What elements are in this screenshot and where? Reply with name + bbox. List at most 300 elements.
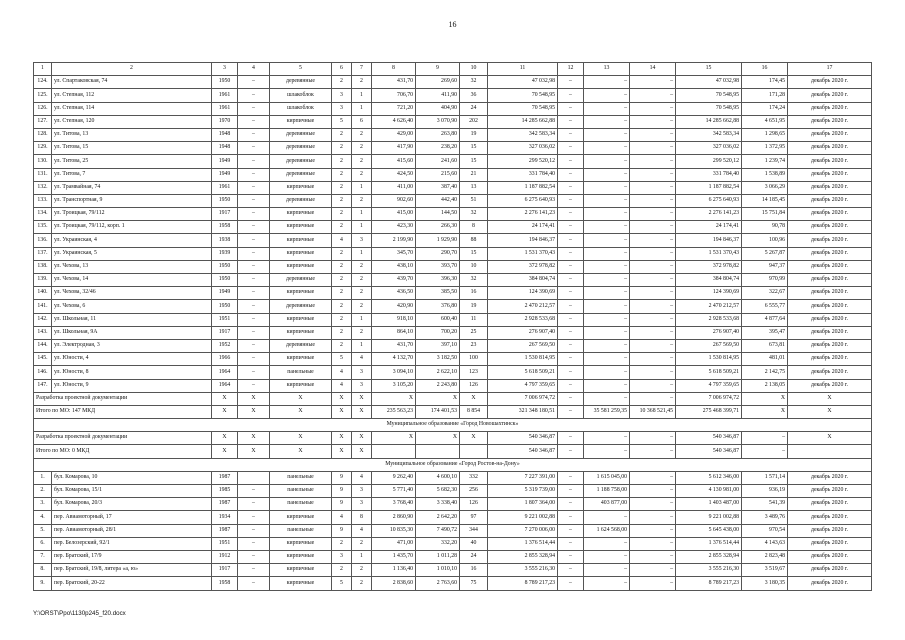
table-cell: 1 <box>352 102 372 115</box>
table-cell: 15 751,84 <box>742 208 788 221</box>
table-cell: – <box>630 102 676 115</box>
table-cell: 540 346,87 <box>488 432 558 445</box>
table-cell: 5. <box>34 524 52 537</box>
table-cell: панельные <box>270 366 332 379</box>
table-cell: декабрь 2020 г. <box>788 485 872 498</box>
table-cell: – <box>238 142 270 155</box>
table-cell: 345,70 <box>372 247 416 260</box>
table-cell: 1987 <box>212 471 238 484</box>
table-cell: 387,40 <box>416 181 460 194</box>
table-cell: декабрь 2020 г. <box>788 76 872 89</box>
table-cell: Х <box>788 405 872 418</box>
table-cell: 970,54 <box>742 524 788 537</box>
table-cell: 2 <box>332 194 352 207</box>
table-cell: 144. <box>34 339 52 352</box>
table-cell: – <box>558 405 584 418</box>
table-cell: кирпичные <box>270 353 332 366</box>
table-cell: Х <box>332 445 352 458</box>
table-cell: 1 571,14 <box>742 471 788 484</box>
table-cell: 2. <box>34 485 52 498</box>
table-cell: 1939 <box>212 247 238 260</box>
table-cell: пер. Братский, 20-22 <box>52 577 212 590</box>
table-cell: ул. Чехова, 6 <box>52 300 212 313</box>
table-row <box>34 287 872 300</box>
table-row <box>34 300 872 313</box>
table-cell: Х <box>332 432 352 445</box>
table-cell: 24 <box>460 102 488 115</box>
table-cell: Х <box>270 432 332 445</box>
table-cell: – <box>558 260 584 273</box>
table-cell: Х <box>212 392 238 405</box>
table-cell: – <box>630 471 676 484</box>
column-header: 4 <box>238 63 270 76</box>
table-cell: кирпичные <box>270 537 332 550</box>
table-cell: 2 <box>332 128 352 141</box>
table-cell: 202 <box>460 115 488 128</box>
table-cell: 1949 <box>212 168 238 181</box>
table-cell: декабрь 2020 г. <box>788 142 872 155</box>
table-cell: 7 006 974,72 <box>676 392 742 405</box>
table-cell: 1934 <box>212 511 238 524</box>
table-cell: 2 <box>332 537 352 550</box>
table-cell: 1987 <box>212 498 238 511</box>
table-cell: 129. <box>34 142 52 155</box>
table-cell: 721,20 <box>372 102 416 115</box>
register-table <box>33 62 872 591</box>
table-cell: пер. Авиамоторный, 17 <box>52 511 212 524</box>
table-row <box>34 194 872 207</box>
table-cell: кирпичные <box>270 287 332 300</box>
table-cell: 5 <box>332 353 352 366</box>
table-cell: Х <box>270 405 332 418</box>
table-cell: 6. <box>34 537 52 550</box>
table-cell: Х <box>352 405 372 418</box>
table-cell: ул. Степная, 114 <box>52 102 212 115</box>
table-cell: 397,10 <box>416 339 460 352</box>
table-cell: – <box>584 168 630 181</box>
column-header: 3 <box>212 63 238 76</box>
table-cell: 3 070,90 <box>416 115 460 128</box>
table-row <box>34 260 872 273</box>
table-row <box>34 115 872 128</box>
table-cell: – <box>630 313 676 326</box>
table-cell: ул. Украинская, 4 <box>52 234 212 247</box>
table-cell: Х <box>270 445 332 458</box>
table-cell: 2 142,75 <box>742 366 788 379</box>
table-cell: 2 763,60 <box>416 577 460 590</box>
table-row <box>34 485 872 498</box>
table-cell: ул. Трамвайная, 74 <box>52 181 212 194</box>
table-cell: 2 <box>352 76 372 89</box>
table-cell: 1 624 568,00 <box>584 524 630 537</box>
table-cell: 143. <box>34 326 52 339</box>
table-cell: – <box>630 155 676 168</box>
table-cell: 5 <box>332 577 352 590</box>
table-cell: 70 548,95 <box>488 89 558 102</box>
table-row <box>34 564 872 577</box>
table-cell: 3 555 216,30 <box>488 564 558 577</box>
table-cell: Х <box>372 392 416 405</box>
section-header-row <box>34 458 872 471</box>
table-cell: деревянные <box>270 168 332 181</box>
table-cell: – <box>558 221 584 234</box>
table-cell: 2 <box>352 537 372 550</box>
table-cell: – <box>584 577 630 590</box>
table-cell: 4 <box>332 379 352 392</box>
table-cell: 3 <box>352 485 372 498</box>
table-cell: 8 789 217,23 <box>488 577 558 590</box>
table-cell: 864,10 <box>372 326 416 339</box>
table-cell: – <box>630 274 676 287</box>
table-cell <box>460 445 488 458</box>
table-cell: 1917 <box>212 326 238 339</box>
table-cell: ул. Титова, 25 <box>52 155 212 168</box>
table-cell: 1 239,74 <box>742 155 788 168</box>
table-row <box>34 181 872 194</box>
table-cell: 2 <box>352 577 372 590</box>
table-cell: 1952 <box>212 339 238 352</box>
table-cell: ул. Чехова, 13 <box>52 260 212 273</box>
table-cell: Х <box>742 405 788 418</box>
table-cell: 1950 <box>212 194 238 207</box>
table-cell: 299 520,12 <box>488 155 558 168</box>
table-cell: – <box>630 142 676 155</box>
table-cell: 142. <box>34 313 52 326</box>
table-cell: 2 <box>352 194 372 207</box>
table-cell: 137. <box>34 247 52 260</box>
table-cell: 1 376 514,44 <box>676 537 742 550</box>
table-row <box>34 313 872 326</box>
table-cell: 1 <box>352 339 372 352</box>
table-cell: 7 270 006,00 <box>488 524 558 537</box>
table-cell: 127. <box>34 115 52 128</box>
table-cell: бул. Комарова, 10 <box>52 471 212 484</box>
table-row <box>34 326 872 339</box>
table-cell: декабрь 2020 г. <box>788 564 872 577</box>
table-cell: 3 <box>352 234 372 247</box>
table-cell: 215,60 <box>416 168 460 181</box>
table-cell: – <box>584 445 630 458</box>
table-cell: Х <box>372 432 416 445</box>
table-cell: декабрь 2020 г. <box>788 221 872 234</box>
table-cell: – <box>584 326 630 339</box>
table-cell: пер. Авиамоторный, 28/1 <box>52 524 212 537</box>
table-cell: – <box>238 524 270 537</box>
table-cell: деревянные <box>270 128 332 141</box>
table-cell: 5 319 739,00 <box>488 485 558 498</box>
summary-label: Разработка проектной документации <box>34 392 212 405</box>
table-row <box>34 524 872 537</box>
table-cell: 1 010,10 <box>416 564 460 577</box>
table-cell: 1985 <box>212 485 238 498</box>
table-cell: ул. Титова, 15 <box>52 142 212 155</box>
table-cell: 332,20 <box>416 537 460 550</box>
table-cell: – <box>630 221 676 234</box>
table-cell: декабрь 2020 г. <box>788 155 872 168</box>
table-cell: 13 <box>460 181 488 194</box>
table-cell: декабрь 2020 г. <box>788 194 872 207</box>
table-cell: – <box>630 287 676 300</box>
table-cell: 88 <box>460 234 488 247</box>
table-cell: 24 174,41 <box>676 221 742 234</box>
table-cell: 4 651,95 <box>742 115 788 128</box>
table-row <box>34 511 872 524</box>
table-cell: 540 346,87 <box>676 445 742 458</box>
table-cell: 431,70 <box>372 339 416 352</box>
table-cell: 439,70 <box>372 274 416 287</box>
table-cell: 194 846,37 <box>488 234 558 247</box>
table-cell: – <box>238 168 270 181</box>
table-cell: – <box>238 181 270 194</box>
table-cell: 2 <box>332 142 352 155</box>
table-cell: 24 174,41 <box>488 221 558 234</box>
table-cell: – <box>238 564 270 577</box>
table-cell: ул. Степная, 112 <box>52 89 212 102</box>
table-cell: – <box>630 339 676 352</box>
table-cell: 417,90 <box>372 142 416 155</box>
table-cell: 2 <box>332 221 352 234</box>
column-header: 14 <box>630 63 676 76</box>
table-cell: декабрь 2020 г. <box>788 168 872 181</box>
table-cell: – <box>558 194 584 207</box>
table-cell: 2 <box>352 300 372 313</box>
table-cell: 9 <box>332 524 352 537</box>
table-cell: ул. Украинская, 5 <box>52 247 212 260</box>
table-cell: 1 <box>352 247 372 260</box>
table-cell: 2 838,60 <box>372 577 416 590</box>
table-row <box>34 221 872 234</box>
table-cell: 6 275 640,93 <box>488 194 558 207</box>
table-cell: – <box>558 128 584 141</box>
table-cell: 136. <box>34 234 52 247</box>
table-cell: 1. <box>34 471 52 484</box>
table-cell: 15 <box>460 142 488 155</box>
table-cell: ул. Степная, 120 <box>52 115 212 128</box>
table-cell: 90,78 <box>742 221 788 234</box>
table-cell: 3 <box>352 498 372 511</box>
table-cell: 276 907,40 <box>676 326 742 339</box>
table-cell: 2 <box>332 181 352 194</box>
table-cell: 10 <box>460 260 488 273</box>
table-cell: Х <box>352 445 372 458</box>
table-cell: декабрь 2020 г. <box>788 577 872 590</box>
section-title: Муниципальное образование «Город Ростов-на-Дону» <box>34 458 872 471</box>
table-cell: – <box>238 287 270 300</box>
summary-row <box>34 405 872 418</box>
table-cell: 9 221 002,88 <box>488 511 558 524</box>
table-cell: – <box>630 128 676 141</box>
table-cell: 1 298,65 <box>742 128 788 141</box>
table-cell: 372 978,82 <box>676 260 742 273</box>
table-cell: 1 538,89 <box>742 168 788 181</box>
table-cell: Х <box>212 405 238 418</box>
table-row <box>34 537 872 550</box>
table-cell: 1 011,28 <box>416 550 460 563</box>
table-cell: – <box>558 379 584 392</box>
table-cell: ул. Титова, 7 <box>52 168 212 181</box>
table-cell: декабрь 2020 г. <box>788 274 872 287</box>
table-cell: – <box>630 550 676 563</box>
table-cell: 47 032,98 <box>488 76 558 89</box>
table-row <box>34 128 872 141</box>
table-cell: 2 622,10 <box>416 366 460 379</box>
table-cell: Х <box>460 432 488 445</box>
table-cell: Х <box>270 392 332 405</box>
table-cell: 124 390,69 <box>676 287 742 300</box>
table-cell: декабрь 2020 г. <box>788 128 872 141</box>
table-cell: – <box>630 89 676 102</box>
table-cell: – <box>558 537 584 550</box>
table-cell: 263,80 <box>416 128 460 141</box>
table-row <box>34 168 872 181</box>
table-cell: – <box>584 260 630 273</box>
table-cell: 2 470 212,57 <box>488 300 558 313</box>
table-cell: – <box>238 511 270 524</box>
table-cell: 124. <box>34 76 52 89</box>
table-cell: 1 531 370,43 <box>676 247 742 260</box>
table-cell: 947,37 <box>742 260 788 273</box>
table-cell: – <box>238 128 270 141</box>
table-cell: 139. <box>34 274 52 287</box>
table-cell: – <box>558 287 584 300</box>
column-header: 12 <box>558 63 584 76</box>
table-cell: – <box>558 326 584 339</box>
table-cell: 2 <box>352 260 372 273</box>
table-cell: – <box>558 313 584 326</box>
table-cell: 3 489,76 <box>742 511 788 524</box>
table-cell: 1964 <box>212 379 238 392</box>
table-cell: – <box>238 379 270 392</box>
table-cell: ул. Чехова, 14 <box>52 274 212 287</box>
table-cell: 126 <box>460 498 488 511</box>
table-cell: 16 <box>460 564 488 577</box>
table-cell: 1 376 514,44 <box>488 537 558 550</box>
table-cell: – <box>558 445 584 458</box>
table-cell: – <box>558 577 584 590</box>
table-cell: – <box>742 445 788 458</box>
table-cell: 1 530 814,95 <box>676 353 742 366</box>
table-cell: 1950 <box>212 76 238 89</box>
table-cell: 3 066,29 <box>742 181 788 194</box>
column-header: 1 <box>34 63 52 76</box>
table-cell: 144,50 <box>416 208 460 221</box>
table-cell: 1917 <box>212 208 238 221</box>
table-cell: шлакоблок <box>270 102 332 115</box>
table-cell: – <box>584 339 630 352</box>
table-cell: 23 <box>460 339 488 352</box>
table-cell: – <box>630 485 676 498</box>
table-cell: 97 <box>460 511 488 524</box>
table-cell: 2 199,90 <box>372 234 416 247</box>
table-cell: 267 569,50 <box>488 339 558 352</box>
table-cell: Х <box>238 392 270 405</box>
table-cell: – <box>558 550 584 563</box>
table-cell: 174,24 <box>742 102 788 115</box>
table-cell: 2 <box>332 313 352 326</box>
table-cell: – <box>584 313 630 326</box>
table-cell: – <box>558 115 584 128</box>
table-cell: – <box>584 194 630 207</box>
table-cell: 4. <box>34 511 52 524</box>
table-cell: кирпичные <box>270 577 332 590</box>
table-cell: 130. <box>34 155 52 168</box>
table-cell: декабрь 2020 г. <box>788 550 872 563</box>
table-cell: ул. Электродная, 3 <box>52 339 212 352</box>
table-cell: 5 771,40 <box>372 485 416 498</box>
table-row <box>34 577 872 590</box>
table-cell: 266,30 <box>416 221 460 234</box>
table-cell: 174,45 <box>742 76 788 89</box>
table-cell: 9 262,40 <box>372 471 416 484</box>
table-cell: 332 <box>460 471 488 484</box>
table-cell: кирпичные <box>270 379 332 392</box>
table-cell: – <box>630 432 676 445</box>
table-body <box>34 76 872 590</box>
table-cell: – <box>630 524 676 537</box>
table-cell: декабрь 2020 г. <box>788 89 872 102</box>
table-cell: 918,10 <box>372 313 416 326</box>
table-cell: 4 <box>332 366 352 379</box>
table-cell: 540 346,87 <box>488 445 558 458</box>
table-cell: 6 555,77 <box>742 300 788 313</box>
table-cell: 32 <box>460 76 488 89</box>
table-cell: 902,60 <box>372 194 416 207</box>
table-cell: 1 <box>352 313 372 326</box>
table-cell: кирпичные <box>270 247 332 260</box>
table-cell: 2 <box>352 274 372 287</box>
table-cell: 2 928 533,68 <box>488 313 558 326</box>
table-cell: бул. Комарова, 20/3 <box>52 498 212 511</box>
table-cell: 174 401,53 <box>416 405 460 418</box>
table-cell: – <box>238 300 270 313</box>
table-cell: 146. <box>34 366 52 379</box>
table-cell: Х <box>352 392 372 405</box>
table-cell: кирпичные <box>270 326 332 339</box>
table-cell: 32 <box>460 274 488 287</box>
table-cell: – <box>630 392 676 405</box>
table-cell: 269,60 <box>416 76 460 89</box>
table-cell: 241,60 <box>416 155 460 168</box>
table-cell: 1948 <box>212 142 238 155</box>
table-cell <box>416 445 460 458</box>
table-cell: 1 136,40 <box>372 564 416 577</box>
table-cell: – <box>558 432 584 445</box>
table-cell: 2 928 533,68 <box>676 313 742 326</box>
table-cell: 5 645 438,00 <box>676 524 742 537</box>
table-cell: ул. Транспортная, 9 <box>52 194 212 207</box>
table-cell: ул. Спартаковская, 74 <box>52 76 212 89</box>
table-cell: – <box>238 194 270 207</box>
table-cell: 5 618 509,21 <box>676 366 742 379</box>
table-cell: 8. <box>34 564 52 577</box>
table-cell: 1987 <box>212 524 238 537</box>
table-cell: 11 <box>460 313 488 326</box>
table-cell: деревянные <box>270 76 332 89</box>
summary-row <box>34 445 872 458</box>
table-cell: 2 470 212,57 <box>676 300 742 313</box>
table-cell: 372 978,82 <box>488 260 558 273</box>
table-cell: деревянные <box>270 194 332 207</box>
table-cell: 322,67 <box>742 287 788 300</box>
table-cell: декабрь 2020 г. <box>788 524 872 537</box>
table-cell: 7. <box>34 550 52 563</box>
table-cell: – <box>584 300 630 313</box>
table-cell: 2 <box>352 168 372 181</box>
column-header: 8 <box>372 63 416 76</box>
table-cell: ул. Чехова, 32/46 <box>52 287 212 300</box>
summary-label: Разработка проектной документации <box>34 432 212 445</box>
table-cell: деревянные <box>270 142 332 155</box>
